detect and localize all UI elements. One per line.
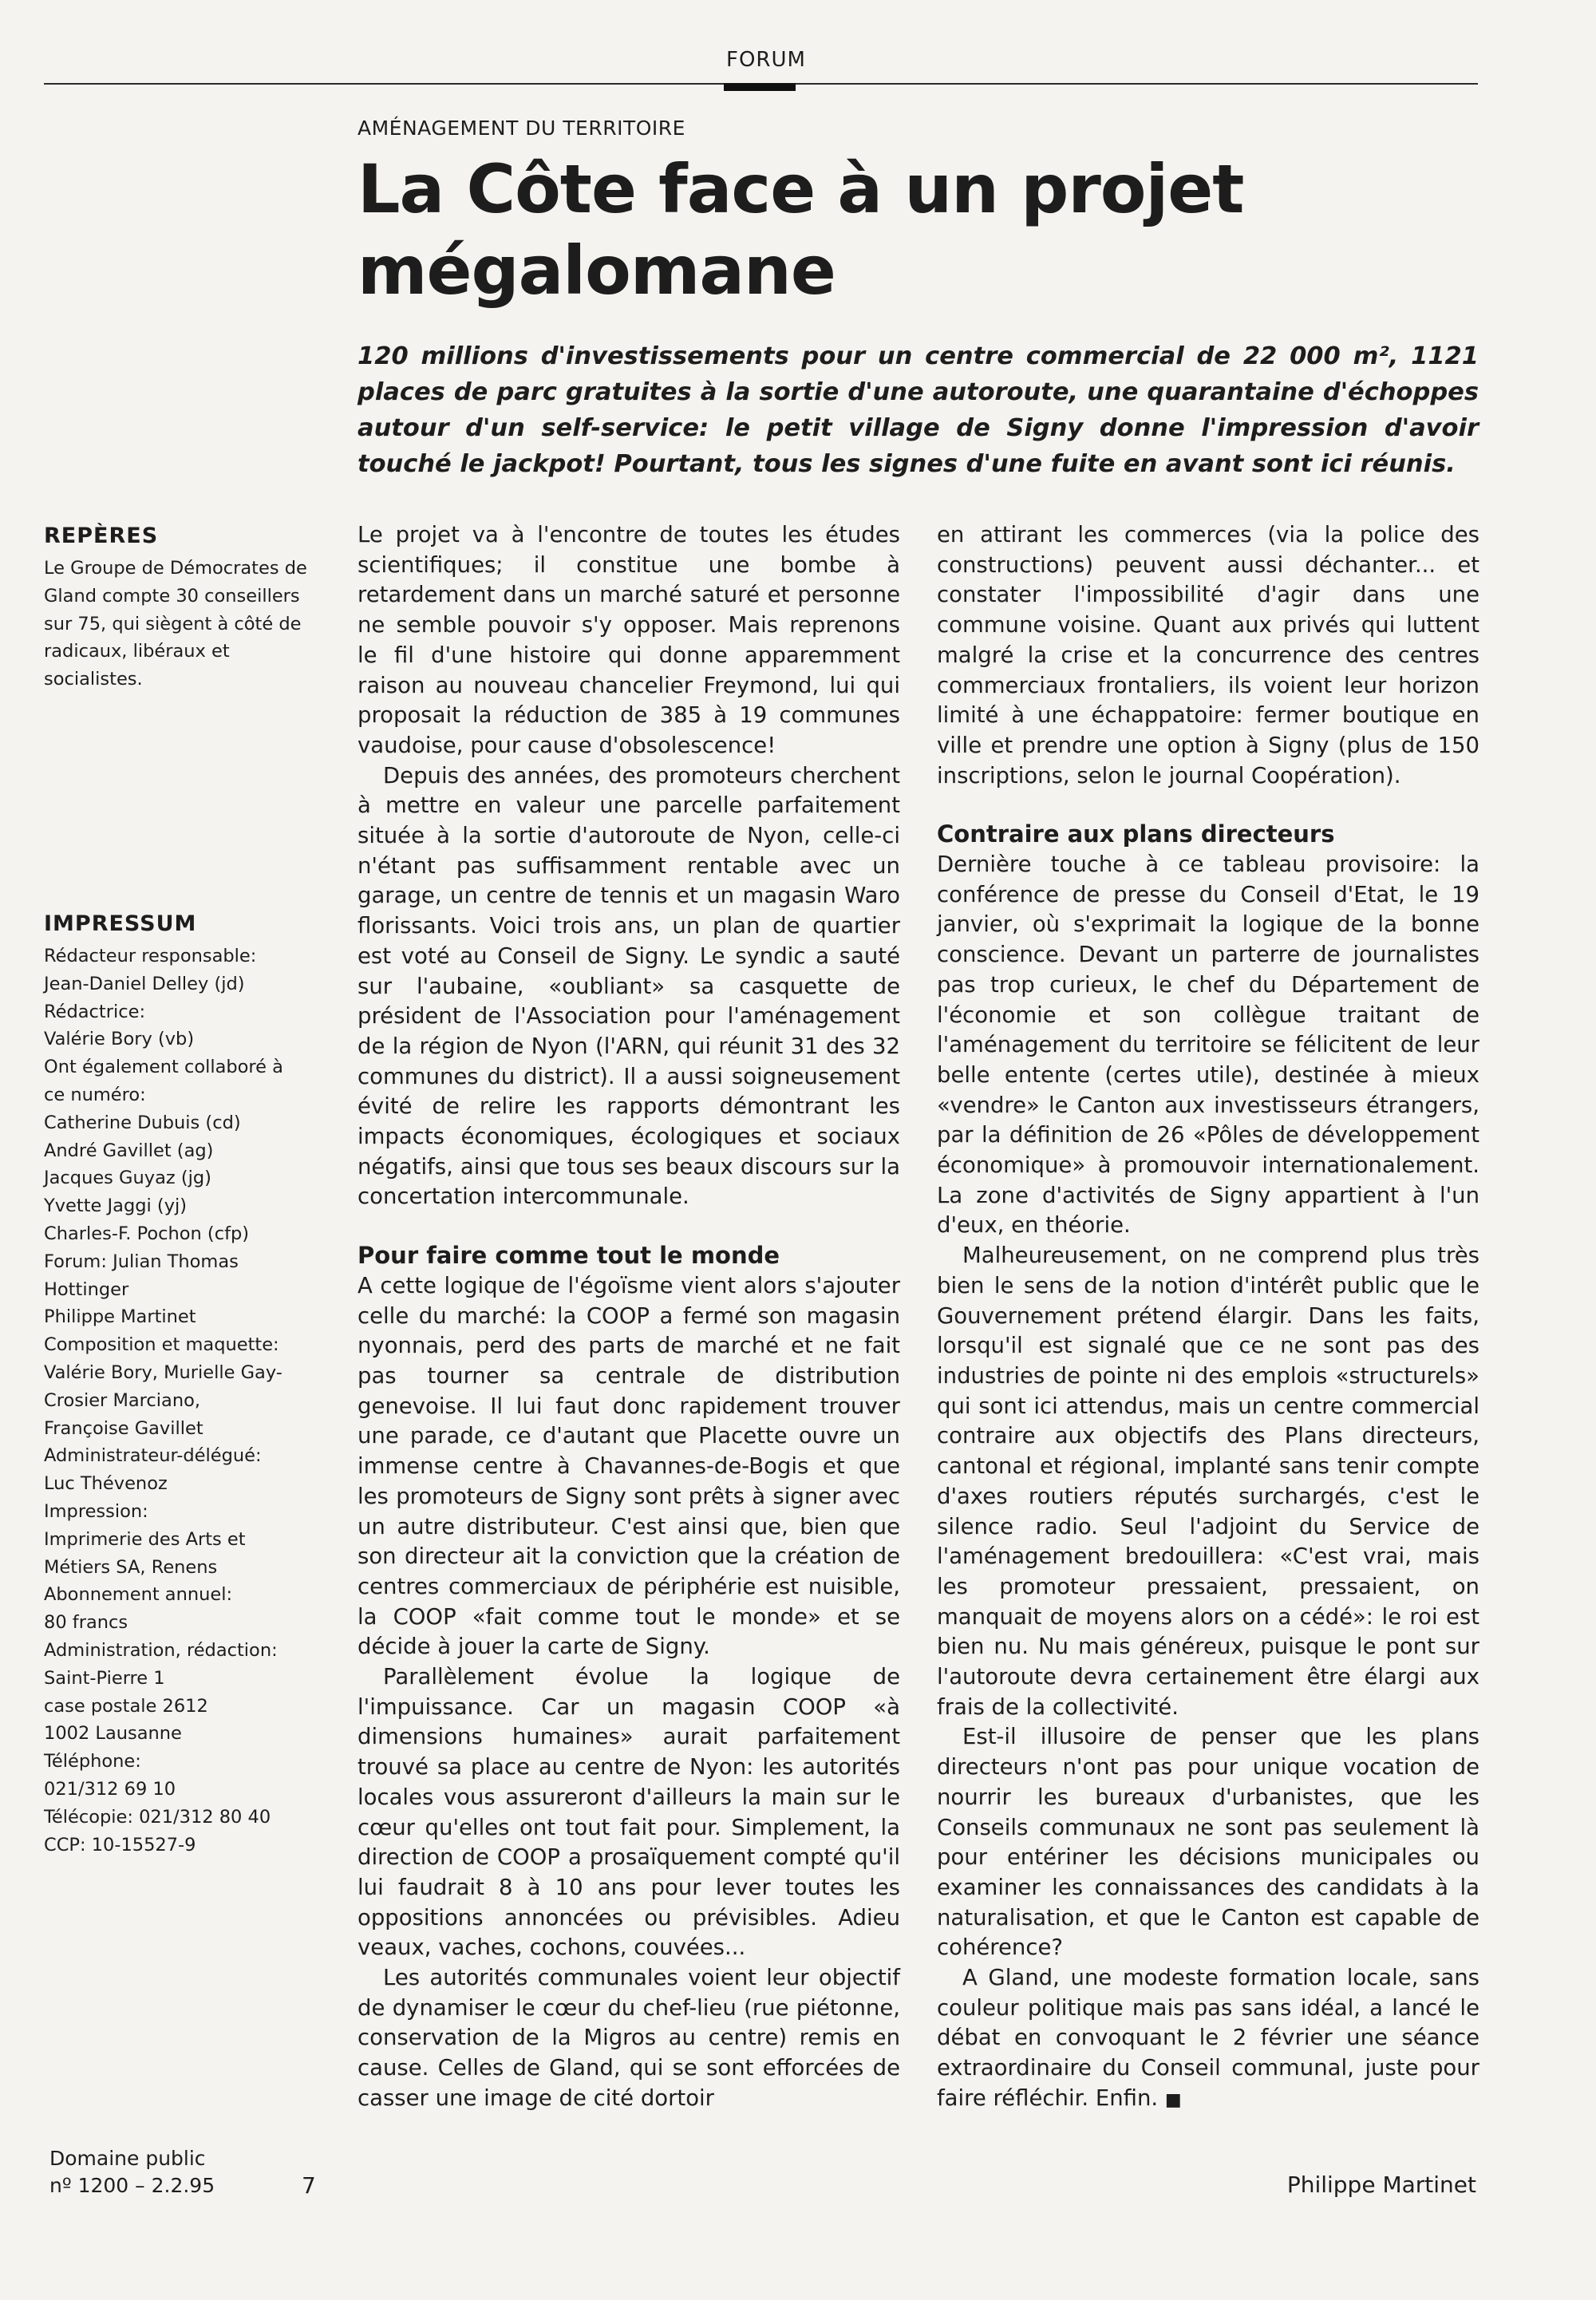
subheading: Pour faire comme tout le monde	[358, 1242, 780, 1270]
impressum-line: Rédactrice:	[44, 1001, 146, 1022]
impressum-line: Imprimerie des Arts et	[44, 1528, 246, 1550]
paragraph-spacer	[937, 791, 1479, 820]
body-paragraph: Parallèlement évolue la logique de l'impuissance. Car un magasin COOP «à dimensions humaines» aurait parfaitement trouvé sa place au centre de Nyon: les autorités locales vous assureront d'ailleurs la main sur le cœur qu'elles ont tout fait pour. Simplement, la direction de COOP a prosaïquement compté qu'il lui faudrait 8 à 10 ans pour lever toutes les oppositions annoncées ou prévisibles. Adieu veaux, vaches, cochons, couvées...	[358, 1664, 900, 1961]
impressum-line: Valérie Bory, Murielle Gay-	[44, 1361, 282, 1383]
impressum-line: Charles-F. Pochon (cfp)	[44, 1223, 250, 1244]
footer-publication	[49, 2145, 215, 2199]
article-column-1	[358, 520, 900, 2114]
body-paragraph: Les autorités communales voient leur objectif de dynamiser le cœur du chef-lieu (rue piétonne, conservation de la Migros au centre) remis en cause. Celles de Gland, qui se sont efforcées de casser une image de cité dortoir	[358, 1965, 900, 2111]
paragraph-spacer	[358, 1212, 900, 1241]
body-paragraph: Depuis des années, des promoteurs cherchent à mettre en valeur une parcelle parfaitement située à la sortie d'autoroute de Nyon, celle-ci n'étant pas suffisamment rentable avec un garage, un centre de tennis et un magasin Waro florissants. Voici trois ans, un plan de quartier est voté au Conseil de Signy. Le syndic a sauté sur l'aubaine, «oubliant» sa casquette de président de l'Association pour l'aménagement de la région de Nyon (l'ARN, qui réunit 31 des 32 communes du district). Il a aussi soigneusement évité de relire les rapports démontrant les impacts économiques, écologiques et sociaux négatifs, ainsi que tous ses beaux discours sur la concertation intercommunale.	[358, 762, 900, 1210]
impressum-heading: IMPRESSUM	[44, 911, 197, 936]
issue-number: nº 1200 – 2.2.95	[49, 2174, 215, 2197]
impressum-line: 1002 Lausanne	[44, 1723, 182, 1745]
impressum-line: Téléphone:	[44, 1751, 141, 1772]
impressum-line: Rédacteur responsable:	[44, 946, 257, 966]
impressum-line: Administrateur-délégué:	[44, 1445, 262, 1467]
impressum-line: Métiers SA, Renens	[44, 1556, 218, 1578]
article-headline: La Côte face à un projet mégalomane	[358, 150, 1244, 310]
article-column-2	[937, 520, 1479, 2116]
section-marker-bar	[724, 83, 796, 91]
impressum-line: Saint-Pierre 1	[44, 1667, 165, 1689]
impressum-line: Jean-Daniel Delley (jd)	[44, 973, 245, 994]
section-label: FORUM	[726, 48, 806, 72]
impressum-line: Abonnement annuel:	[44, 1584, 233, 1606]
body-paragraph: Malheureusement, on ne comprend plus très bien le sens de la notion d'intérêt public que le Gouvernement prétend élargir. Dans les faits, lorsqu'il est signalé que ce ne sont pas des industries de pointe ni des emplois «structurels» qui sont ici attendus, mais un centre commercial contraire aux objectifs des Plans directeurs, cantonal et régional, implanté sans tenir compte d'axes routiers réputés surchargés, c'est le silence radio. Seul l'adjoint du Service de l'aménagement bredouillera: «C'est vrai, mais les promoteur pressaient, pressaient, on manquait de moyens alors on a cédé»: le roi est bien nu. Nu mais généreux, puisque le pont sur l'autoroute devra certainement être élargi aux frais de la collectivité.	[937, 1243, 1479, 1720]
article-kicker: AMÉNAGEMENT DU TERRITOIRE	[358, 117, 685, 140]
impressum-line: Administration, rédaction:	[44, 1639, 278, 1661]
impressum-line: Composition et maquette:	[44, 1334, 279, 1356]
impressum-line: Philippe Martinet	[44, 1306, 196, 1328]
body-paragraph: en attirant les commerces (via la police des constructions) peuvent aussi déchanter... et constater l'impossibilité d'agir dans une commune voisine. Quant aux privés qui luttent malgré la crise et la concurrence des centres commerciaux frontaliers, ils voient leur horizon limité à une échappatoire: fermer boutique en ville et prendre une option à Signy (plus de 150 inscriptions, selon le journal Coopération).	[937, 522, 1479, 788]
article-lead: 120 millions d'investissements pour un centre commercial de 22 000 m², 1121 places de parc gratuites à la sortie d'une autoroute, une quarantaine d'échoppes autour d'un self-service: le petit village de Signy donne l'impression d'avoir touché le jackpot! Pourtant, tous les signes d'une fuite en avant sont ici réunis.	[358, 342, 1479, 478]
subheading: Contraire aux plans directeurs	[937, 820, 1335, 848]
impressum-line: Impression:	[44, 1500, 148, 1522]
impressum-line: ce numéro:	[44, 1084, 146, 1105]
impressum-line: Luc Thévenoz	[44, 1473, 168, 1495]
impressum-line: Françoise Gavillet	[44, 1417, 203, 1439]
impressum-line: Yvette Jaggi (yj)	[44, 1195, 188, 1217]
publication-name: Domaine public	[49, 2147, 206, 2170]
body-paragraph: Dernière touche à ce tableau provisoire: la conférence de presse du Conseil d'Etat, le 19 janvier, où s'exprimait la logique de la bonne conscience. Devant un parterre de journalistes pas trop curieux, le chef du Département de l'économie et son collègue traitant de l'aménagement du territoire se félicitent de leur belle entente (certes utile), destinée à mieux «vendre» le Canton aux investisseurs étrangers, par la définition de 26 «Pôles de développement économique» à promouvoir internationalement. La zone d'activités de Signy appartient à l'un d'eux, en théorie.	[937, 852, 1479, 1239]
body-paragraph	[937, 1963, 1479, 2116]
paragraph-text: A Gland, une modeste formation locale, sans couleur politique mais pas sans idéal, a lancé le débat en convoquant le 2 février une séance extraordinaire du Conseil communal, juste pour faire réfléchir. Enfin.	[937, 1965, 1479, 2111]
impressum-line: case postale 2612	[44, 1695, 208, 1717]
impressum-line: Hottinger	[44, 1278, 129, 1300]
impressum-line: 80 francs	[44, 1612, 128, 1634]
impressum-line: Crosier Marciano,	[44, 1389, 200, 1411]
impressum-line: Valérie Bory (vb)	[44, 1029, 195, 1050]
body-paragraph: A cette logique de l'égoïsme vient alors s'ajouter celle du marché: la COOP a fermé son magasin nyonnais, perd des parts de marché et ne fait pas tourner sa centrale de distribution genevoise. Il lui faut donc rapidement trouver une parade, ce d'autant que Placette ouvre un immense centre à Chavannes-de-Bogis et que les promoteurs de Signy sont prêts à signer avec un autre distributeur. C'est ainsi que, bien que son directeur ait la conviction que la création de centres commerciaux de périphérie est nuisible, la COOP «fait comme tout le monde» et se décide à jouer la carte de Signy.	[358, 1272, 900, 1660]
impressum-line: André Gavillet (ag)	[44, 1140, 214, 1161]
article-author: Philippe Martinet	[1286, 2172, 1476, 2198]
impressum-line: CCP: 10-15527-9	[44, 1834, 196, 1855]
body-paragraph: Est-il illusoire de penser que les plans directeurs n'ont pas pour unique vocation de nourrir les bureaux d'urbanistes, que les Conseils communaux ne sont pas seulement là pour entériner les décisions municipales ou examiner les connaissances des candidats à la naturalisation, et que le Canton est capable de cohérence?	[937, 1724, 1479, 1961]
impressum-line: Télécopie: 021/312 80 40	[44, 1806, 271, 1828]
impressum-line: Forum: Julian Thomas	[44, 1251, 239, 1272]
reperes-text: Le Groupe de Démocrates de Gland compte 30 conseillers sur 75, qui siègent à côté de radicaux, libéraux et socialistes.	[44, 558, 307, 690]
impressum-line: Catherine Dubuis (cd)	[44, 1112, 241, 1133]
sidebar-reperes	[44, 524, 319, 694]
page-number: 7	[302, 2172, 316, 2199]
end-of-article-mark: ■	[1164, 2089, 1182, 2110]
reperes-heading: REPÈRES	[44, 524, 159, 548]
impressum-line: 021/312 69 10	[44, 1778, 176, 1800]
body-paragraph: Le projet va à l'encontre de toutes les études scientifiques; il constitue une bombe à retardement dans un marché saturé et personne ne semble pouvoir s'y opposer. Mais reprenons le fil d'une histoire qui donne apparemment raison au nouveau chancelier Freymond, lui qui proposait la réduction de 385 à 19 communes vaudoise, pour cause d'obsolescence!	[358, 522, 900, 758]
impressum-line: Ont également collaboré à	[44, 1057, 283, 1078]
sidebar-impressum	[44, 911, 319, 1859]
impressum-line: Jacques Guyaz (jg)	[44, 1168, 211, 1189]
impressum-list	[44, 943, 319, 1859]
